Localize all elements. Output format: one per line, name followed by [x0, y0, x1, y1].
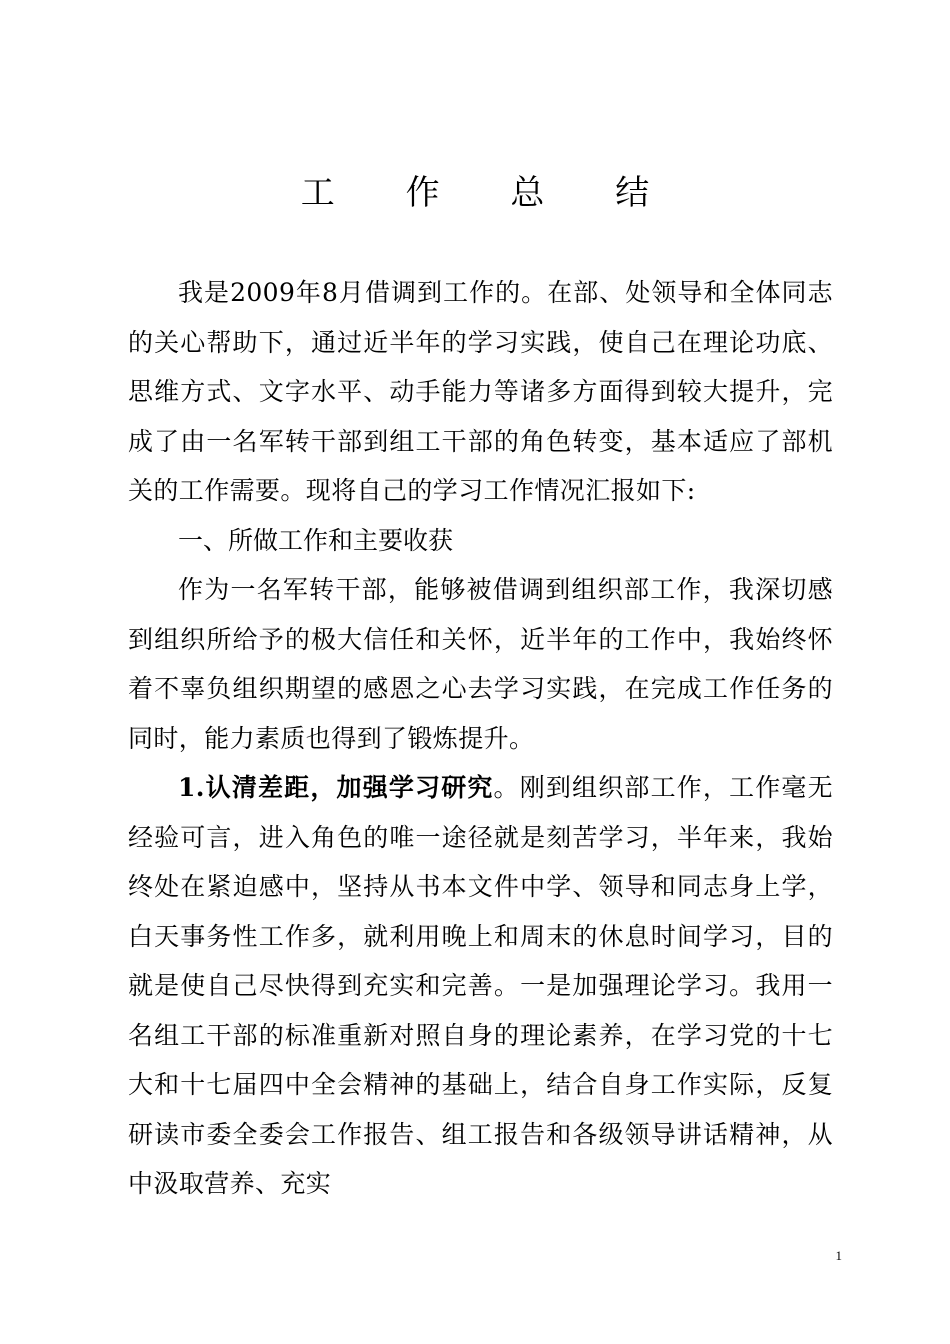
item-one-paragraph [128, 763, 833, 1209]
section-intro-paragraph: 作为一名军转干部，能够被借调到组织部工作，我深切感到组织所给予的极大信任和关怀，近半年的工作中，我始终怀着不辜负组织期望的感恩之心去学习实践，在完成工作任务的同时，能力素质也得到了锻炼提升。 [128, 575, 833, 753]
document-body [128, 268, 833, 1209]
document-title: 工 作 总 结 [300, 173, 680, 213]
item-one-text: 。刚到组织部工作，工作毫无经验可言，进入角色的唯一途径就是刻苦学习，半年来，我始终处在紧迫感中，坚持从书本文件中学、领导和同志身上学，白天事务性工作多，就利用晚上和周末的休息时间学习，目的就是使自己尽快得到充实和完善。一是加强理论学习。我用一名组工干部的标准重新对照自身的理论素养，在学习党的十七大和十七届四中全会精神的基础上，结合自身工作实际，反复研读市委全委会工作报告、组工报告和各级领导讲话精神，从中汲取营养、充实 [128, 773, 833, 1198]
page-number: 1 [835, 1248, 842, 1263]
item-one-lead: 1.认清差距，加强学习研究 [178, 773, 494, 802]
section-heading: 一、所做工作和主要收获 [178, 525, 454, 555]
intro-paragraph: 我是2009年8月借调到工作的。在部、处领导和全体同志的关心帮助下，通过近半年的学习实践，使自己在理论功底、思维方式、文字水平、动手能力等诸多方面得到较大提升，完成了由一名军转干部到组工干部的角色转变，基本适应了部机关的工作需要。现将自己的学习工作情况汇报如下: [128, 278, 833, 505]
